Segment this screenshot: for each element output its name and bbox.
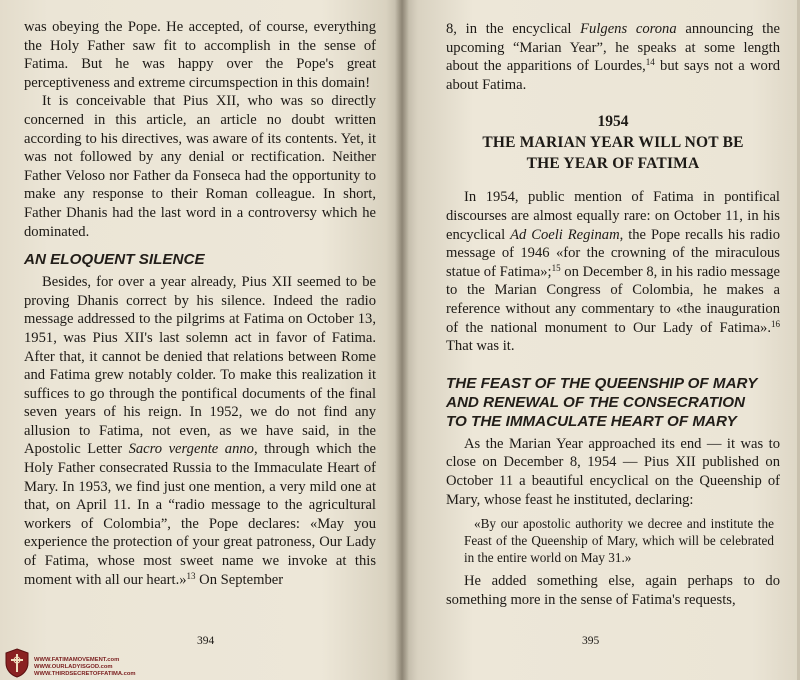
paragraph: He added something else, again perhaps to do something more in the sense of Fatima's requests, <box>446 573 780 608</box>
paragraph: It is conceivable that Pius XII, who was so directly concerned in this article, an article no doubt written according to his directives, was aware of its contents. Yet, it was not followed by any denial or rectification. Neither Father Veloso nor Father da Fonseca had the opportunity to make any response to their Roman colleague. In short, Father Dhanis had the last word in a controversy which he dominated. <box>24 93 376 240</box>
watermark <box>4 648 136 678</box>
paragraph: 8, in the encyclical Fulgens corona announcing the upcoming “Marian Year”, he speaks at some length about the apparitions of Lourdes,$^{14}$ but says not a word about Fatima. <box>446 21 780 93</box>
watermark-line: WWW.OURLADYISGOD.com <box>34 664 113 670</box>
paragraph: In 1954, public mention of Fatima in pontifical discourses are almost equally rare: on October 11, in his encyclical Ad Coeli Reginam, the Pope recalls his radio message of 1946 «for the crowning of the miraculous statue of Fatima»;$^{15}$ on December 8, in his radio message to the Marian Congress of Colombia, he makes a reference without any commentary to «the inauguration of the national monument to Our Lady of Fatima».$^{16}$ That was it. <box>446 189 781 355</box>
left-page-text <box>24 18 376 589</box>
footnote-marker: 13 <box>186 570 196 581</box>
paragraph: As the Marian Year approached its end — it was to close on December 8, 1954 — Pius XII published on October 11 a beautiful encyclical on the Queenship of Mary, whose feast he instituted, declaring: <box>446 435 780 508</box>
right-page <box>402 0 800 680</box>
page-number: 394 <box>197 635 215 647</box>
watermark-line: WWW.FATIMAMOVEMENT.com <box>34 657 120 663</box>
section-heading: AN ELOQUENT SILENCE <box>24 251 205 269</box>
paragraph: Besides, for over a year already, Pius XII seemed to be proving Dhanis correct by his silence. Indeed the radio message addressed to the pilgrims at Fatima on October 13, 1951, was Pius XII's last solemn act in favor of Fatima. After that, it cannot be denied that relations between Rome and Fatima grew notably colder. To make this realization it suffices to go through the pontifical documents of the final seven years of his reign. In 1952, we do not find any allusion to Fatima, not even, as we have said, in the Apostolic Letter Sacro vergente anno, through which the Holy Father consecrated Russia to the Immaculate Heart of Mary. In 1953, we find just one mention, a very mild one at that, on April 11. In a “radio message to the agricultural workers of Colombia”, the Pope declares: «May you experience the protection of your great patroness, Our Lady of Fatima, whose most sweet name we invoke at this moment with all our heart.»$^{13}$ On September <box>24 274 376 588</box>
year-heading: 1954 <box>597 113 629 131</box>
paragraph: was obeying the Pope. He accepted, of course, everything the Holy Father saw fit to accomplish in the sense of Fatima. But he was happy over the Pope's great perceptiveness and extreme circumspection in this domain! <box>24 19 376 91</box>
block-quote: «By our apostolic authority we decree and institute the Feast of the Queenship of Mary, which will be celebrated in the entire world on May 31.» <box>464 516 774 566</box>
seal-icon <box>4 648 30 678</box>
footnote-marker: 14 <box>645 57 655 68</box>
watermark-line: WWW.THIRDSECRETOFFATIMA.com <box>34 671 136 677</box>
chapter-title: THE MARIAN YEAR WILL NOT BE THE YEAR OF FATIMA <box>482 134 744 173</box>
section-heading: THE FEAST OF THE QUEENSHIP OF MARY AND RENEWAL OF THE CONSECRATION TO THE IMMACULATE HEART OF MARY <box>446 374 758 430</box>
right-page-text <box>446 20 780 609</box>
footnote-marker: 16 <box>771 318 780 329</box>
footnote-marker: 15 <box>551 262 561 273</box>
page-number: 395 <box>582 635 600 647</box>
